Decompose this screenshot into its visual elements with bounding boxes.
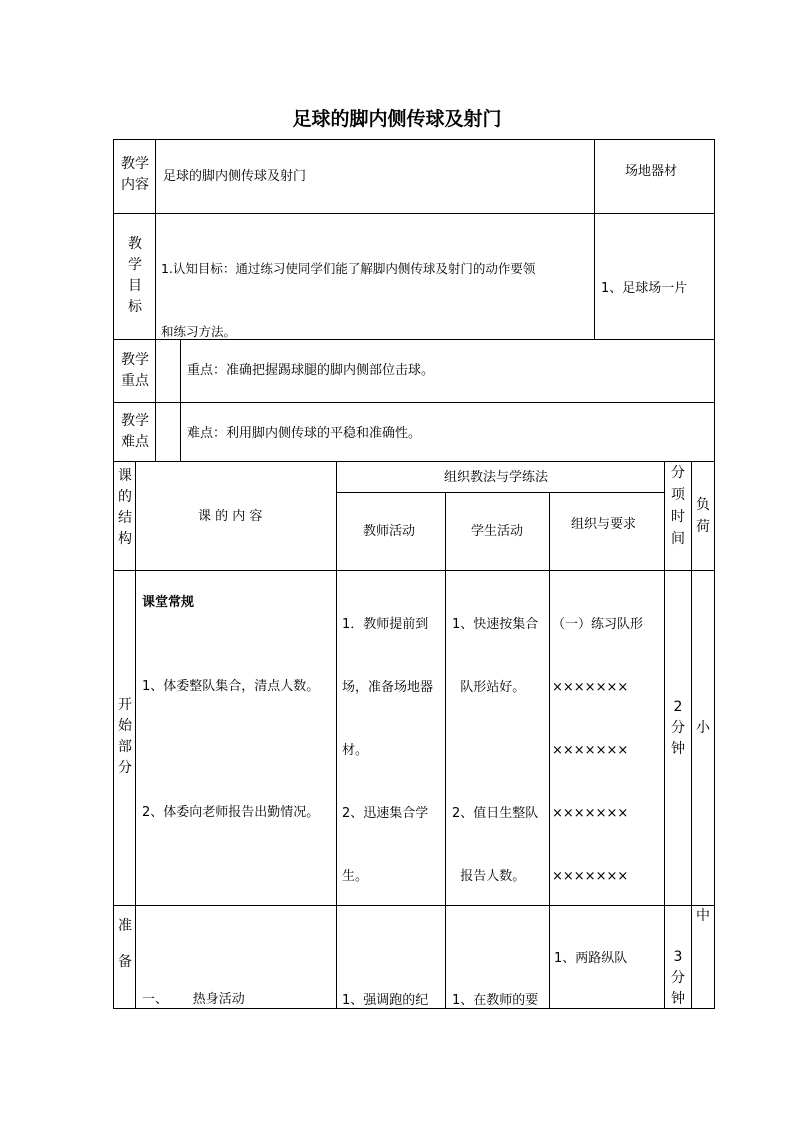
section1-teacher-line: 场，准备场地器 xyxy=(342,680,434,695)
section2-student-line: 1、在教师的要 xyxy=(452,993,539,1008)
key-value: 重点：准确把握踢球腿的脚内侧部位击球。 xyxy=(187,363,435,378)
section1-content-cell xyxy=(135,570,337,906)
goals-label-4: 标 xyxy=(128,299,142,315)
section1-teacher-line: 生。 xyxy=(342,869,369,884)
formation-row: ××××××× xyxy=(552,806,629,821)
section1-student-cell xyxy=(445,570,550,906)
section1-content-line xyxy=(142,865,319,886)
formation-row: ××××××× xyxy=(552,680,629,695)
difficulty-spacer-cell xyxy=(155,402,181,462)
col-structure-4: 构 xyxy=(118,531,132,547)
equipment-label-cell xyxy=(594,139,715,214)
content-label-2: 内容 xyxy=(121,177,149,193)
col-organization: 组织与要求 xyxy=(571,517,637,532)
section2-teacher-line: 1、强调跑的纪 xyxy=(342,993,429,1008)
col-content-cell xyxy=(135,461,337,571)
section1-student-line xyxy=(452,740,538,761)
section2-student-cell xyxy=(445,905,550,1009)
section2-time-3: 钟 xyxy=(671,991,685,1007)
equipment-label: 场地器材 xyxy=(625,164,678,179)
col-student: 学生活动 xyxy=(471,524,524,539)
col-organization-cell xyxy=(549,492,665,571)
formation-row: ××××××× xyxy=(552,869,629,884)
section1-teacher-cell xyxy=(336,570,446,906)
content-label-cell xyxy=(113,139,156,214)
col-time-1: 分 xyxy=(671,465,685,481)
section2-structure-2: 备 xyxy=(118,954,132,970)
col-structure-cell xyxy=(113,461,136,571)
section1-time-1: 2 xyxy=(673,699,683,715)
section2-content-line: 一、 热身活动 xyxy=(142,992,245,1007)
col-load-1: 负 xyxy=(696,497,710,513)
key-label-1: 教学 xyxy=(121,352,149,368)
section2-time-2: 分 xyxy=(671,970,685,986)
section1-structure-cell xyxy=(113,570,136,906)
content-value-cell xyxy=(155,139,595,214)
difficulty-value-cell xyxy=(180,402,715,462)
section2-time-1: 3 xyxy=(673,949,683,965)
section1-content-line xyxy=(142,739,319,760)
section1-teacher-line: 1．教师提前到 xyxy=(342,617,429,632)
formation-row: ××××××× xyxy=(552,743,629,758)
section1-org-line: （一）练习队形 xyxy=(552,617,644,632)
col-time-2: 项 xyxy=(671,487,685,503)
col-load-cell xyxy=(691,461,715,571)
col-teacher: 教师活动 xyxy=(363,524,416,539)
section2-org-cell xyxy=(549,905,665,1009)
col-student-cell xyxy=(445,492,550,571)
section1-time-3: 钟 xyxy=(671,741,685,757)
difficulty-value: 难点：利用脚内侧传球的平稳和准确性。 xyxy=(187,426,422,441)
col-time-cell xyxy=(664,461,692,571)
col-load-2: 荷 xyxy=(696,519,710,535)
section2-load: 中 xyxy=(696,908,710,924)
goal-line: 1.认知目标：通过练习使同学们能了解脚内侧传球及射门的动作要领 xyxy=(161,261,536,276)
section1-teacher-line: 2、迅速集合学 xyxy=(342,806,429,821)
section1-student-line: 队形站好。 xyxy=(452,680,526,695)
col-time-4: 间 xyxy=(671,531,685,547)
section1-load: 小 xyxy=(696,720,710,736)
section1-structure-4: 分 xyxy=(118,760,132,776)
goals-cell xyxy=(155,213,595,340)
section2-structure-cell xyxy=(113,905,136,1009)
key-label-2: 重点 xyxy=(121,373,149,389)
section1-student-line: 2、值日生整队 xyxy=(452,806,539,821)
section2-teacher-cell xyxy=(336,905,446,1009)
equipment-item: 1、足球场一片 xyxy=(601,281,688,296)
key-value-cell xyxy=(180,339,715,403)
section1-content-line: 2、体委向老师报告出勤情况。 xyxy=(142,805,320,820)
section1-teacher-line: 材。 xyxy=(342,743,369,758)
col-content: 课 的 内 容 xyxy=(198,509,263,524)
section1-heading: 课堂常规 xyxy=(142,595,195,610)
key-spacer-cell xyxy=(155,339,181,403)
goals-label-2: 学 xyxy=(128,257,142,273)
goals-label-cell xyxy=(113,213,156,340)
section1-load-cell xyxy=(691,570,715,906)
content-label-1: 教学 xyxy=(121,156,149,172)
col-method-group-cell xyxy=(336,461,665,493)
section1-time-2: 分 xyxy=(671,720,685,736)
section1-content-line: 1、体委整队集合，清点人数。 xyxy=(142,679,320,694)
equipment-cell xyxy=(594,213,715,340)
goals-label-1: 教 xyxy=(128,236,142,252)
section2-time-cell xyxy=(664,905,692,1009)
section1-student-line: 报告人数。 xyxy=(452,869,526,884)
section2-structure-1: 准 xyxy=(118,918,132,934)
content-value: 足球的脚内侧传球及射门 xyxy=(163,169,307,184)
section2-load-cell xyxy=(691,905,715,1009)
difficulty-label-1: 教学 xyxy=(121,413,149,429)
section2-org-line: 1、两路纵队 xyxy=(554,951,628,966)
section1-student-line: 1、快速按集合 xyxy=(452,617,539,632)
section1-org-cell xyxy=(549,570,665,906)
section2-content-cell xyxy=(135,905,337,1009)
difficulty-label-2: 难点 xyxy=(121,434,149,450)
difficulty-label-cell xyxy=(113,402,156,462)
section1-structure-3: 部 xyxy=(118,739,132,755)
section1-time-cell xyxy=(664,570,692,906)
col-teacher-cell xyxy=(336,492,446,571)
col-structure-2: 的 xyxy=(118,489,132,505)
page-title: 足球的脚内侧传球及射门 xyxy=(292,108,502,130)
col-method-group: 组织教法与学练法 xyxy=(444,470,549,485)
col-structure-1: 课 xyxy=(118,468,132,484)
goal-line: 和练习方法。 xyxy=(161,324,237,339)
key-label-cell xyxy=(113,339,156,403)
section1-structure-1: 开 xyxy=(118,697,132,713)
section1-structure-2: 始 xyxy=(118,718,132,734)
goals-label-3: 目 xyxy=(128,278,142,294)
col-time-3: 时 xyxy=(671,509,685,525)
col-structure-3: 结 xyxy=(118,510,132,526)
